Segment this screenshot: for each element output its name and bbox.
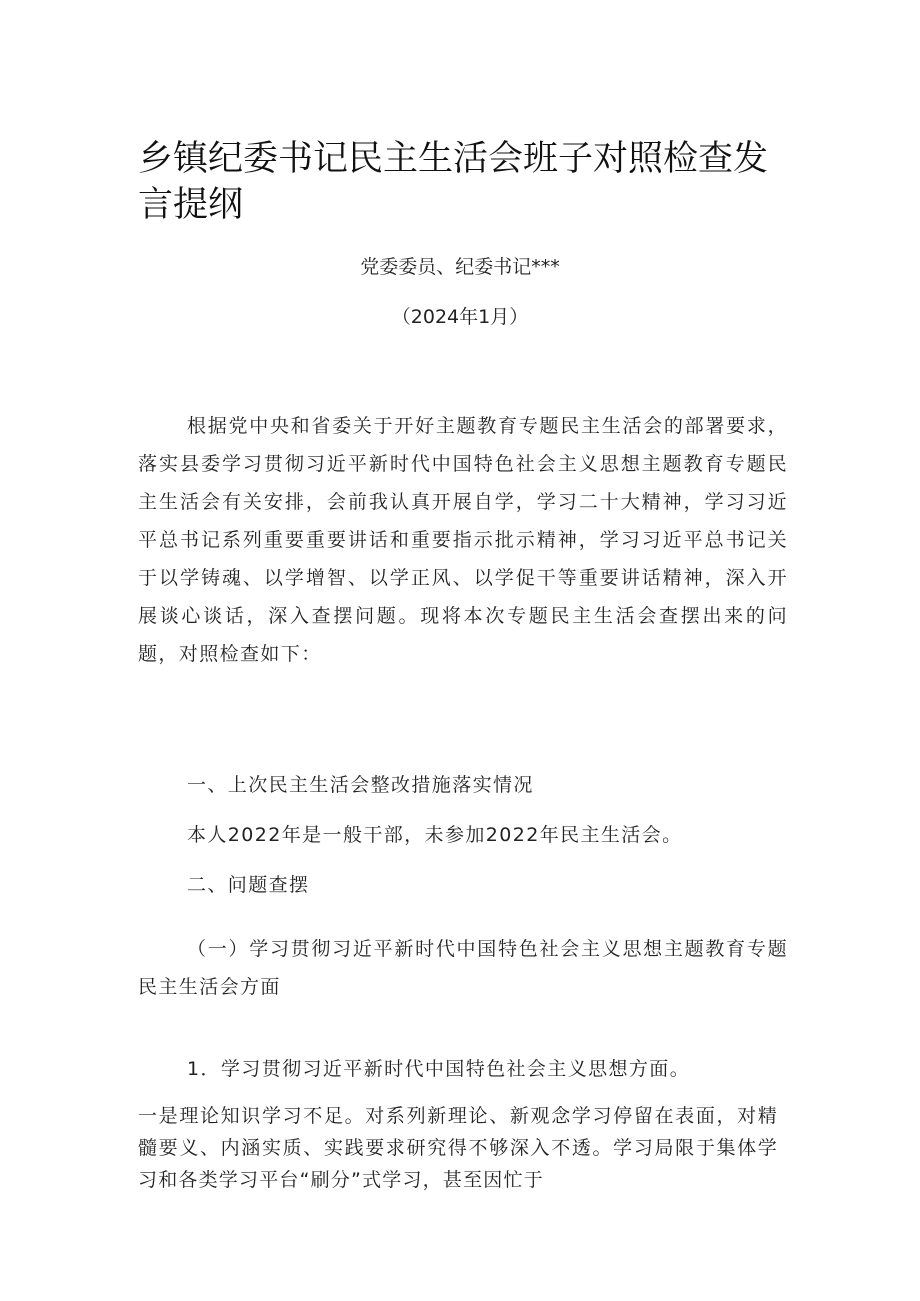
author-line: 党委委员、纪委书记***: [360, 256, 560, 278]
item1-text: 一是理论知识学习不足。对系列新理论、新观念学习停留在表面，对精髓要义、内涵实质、实践要求研究得不够深入不透。学习局限于集体学习和各类学习平台“刷分”式学习，甚至因忙于: [138, 1105, 778, 1191]
section2-heading: 二、问题查摆: [187, 874, 310, 896]
section1-text: 本人2022年是一般干部，未参加2022年民主生活会。: [187, 824, 683, 846]
intro-paragraph: 根据党中央和省委关于开好主题教育专题民主生活会的部署要求，落实县委学习贯彻习近平新时代中国特色社会主义思想主题教育专题民主生活会有关安排，会前我认真开展自学，学习二十大精神，学习习近平总书记系列重要重要讲话和重要指示批示精神，学习习近平总书记关于以学铸魂、以学增智、以学正风、以学促干等重要讲话精神，深入开展谈心谈话，深入查摆问题。现将本次专题民主生活会查摆出来的问题，对照检查如下：: [138, 415, 788, 665]
date-line: （2024年1月）: [391, 306, 529, 328]
subsection1-heading: （一）学习贯彻习近平新时代中国特色社会主义思想主题教育专题民主生活会方面: [138, 938, 788, 998]
item1-heading: 1．学习贯彻习近平新时代中国特色社会主义思想方面。: [187, 1058, 691, 1080]
document-title: 乡镇纪委书记民主生活会班子对照检查发言提纲: [138, 139, 769, 225]
section1-heading: 一、上次民主生活会整改措施落实情况: [187, 774, 534, 796]
